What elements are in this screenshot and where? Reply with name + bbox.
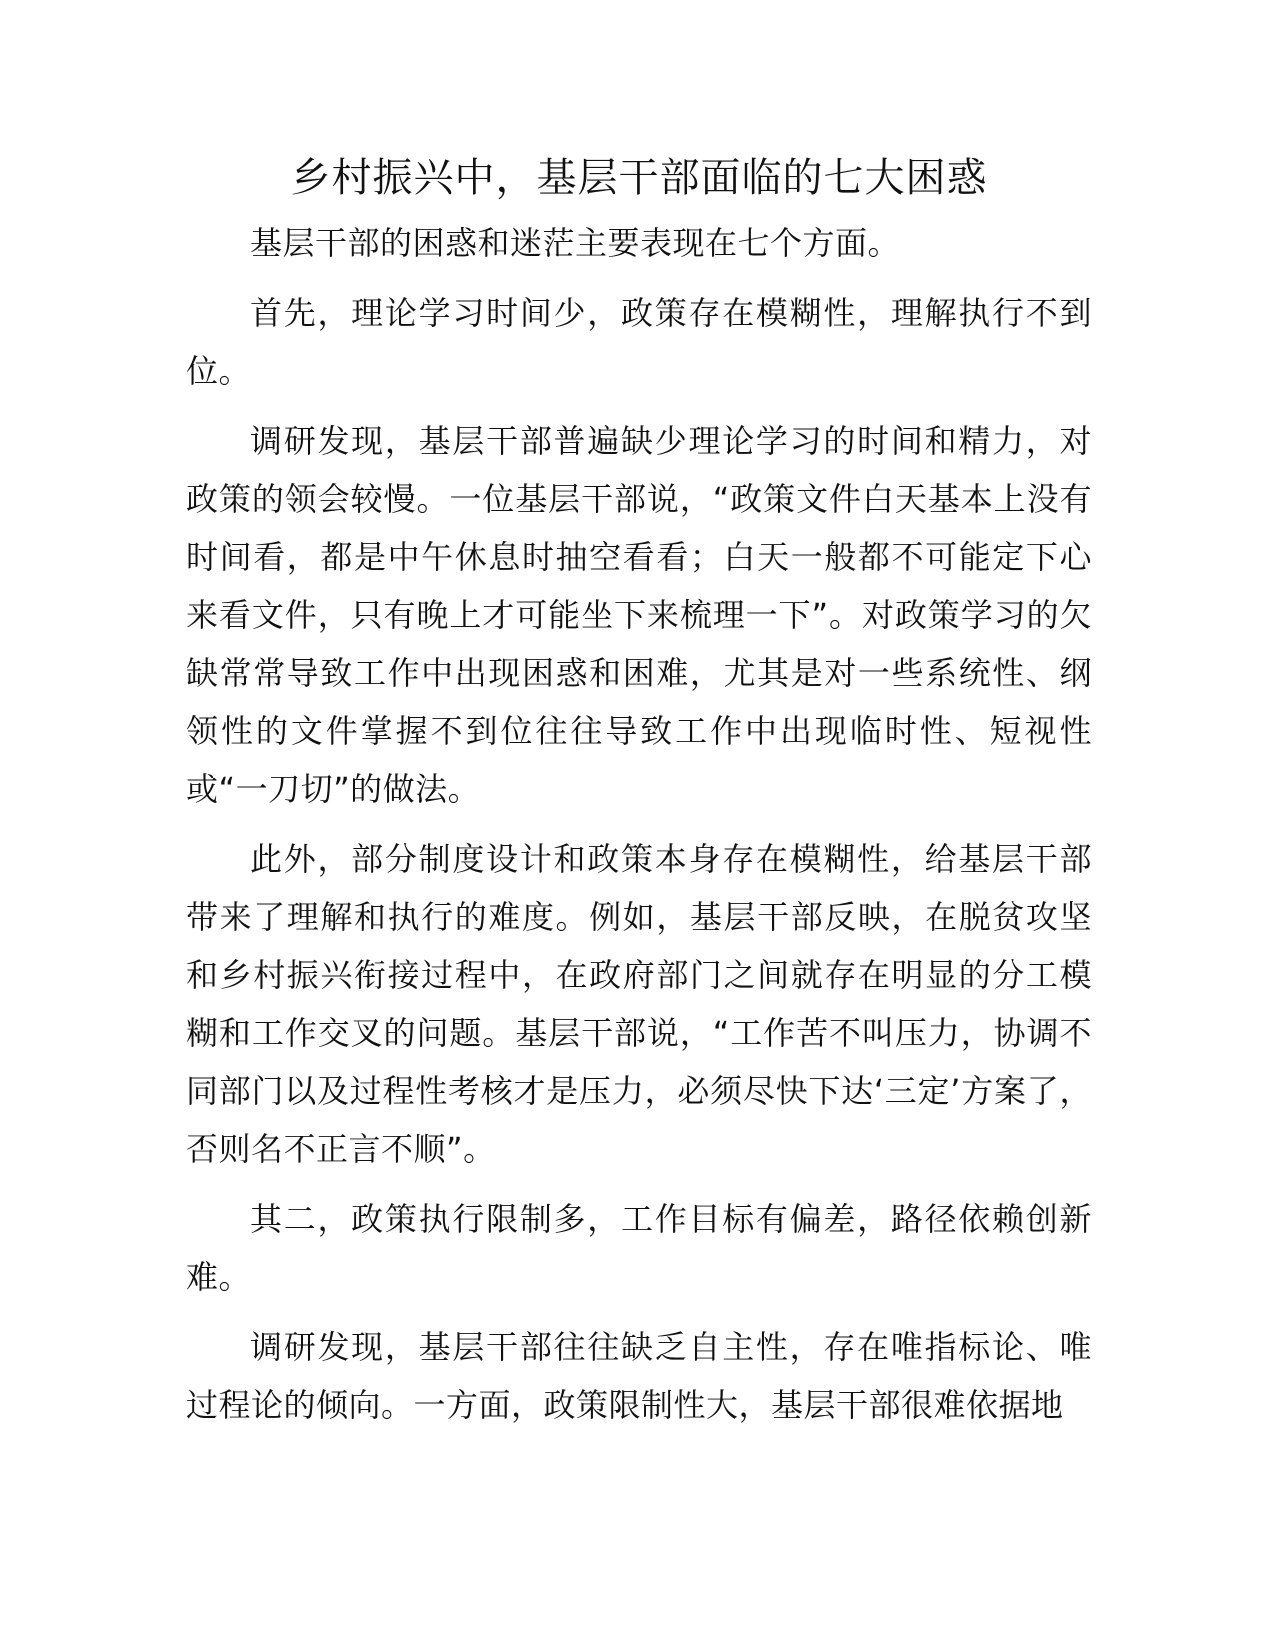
paragraph-policy-ambiguity: 此外，部分制度设计和政策本身存在模糊性，给基层干部带来了理解和执行的难度。例如，基层干部反映，在脱贫攻坚和乡村振兴衔接过程中，在政府部门之间就存在明显的分工模糊和工作交叉的问题。基层干部说，“工作苦不叫压力，协调不同部门以及过程性考核才是压力，必须尽快下达‘三定’方案了，否则名不正言不顺”。 (186, 840, 1092, 1168)
paragraph-research-findings: 调研发现，基层干部普遍缺少理论学习的时间和精力，对政策的领会较慢。一位基层干部说，“政策文件白天基本上没有时间看，都是中午休息时抽空看看；白天一般都不可能定下心来看文件，只有晚上才可能坐下来梳理一下”。对政策学习的欠缺常常导致工作中出现困惑和困难，尤其是对一些系统性、纲领性的文件掌握不到位往往导致工作中出现临时性、短视性或“一刀切”的做法。 (186, 422, 1092, 808)
paragraph-intro: 基层干部的困惑和迷茫主要表现在七个方面。 (250, 224, 901, 262)
paragraph-point-one: 首先，理论学习时间少，政策存在模糊性，理解执行不到位。 (186, 294, 1092, 390)
paragraph-autonomy: 调研发现，基层干部往往缺乏自主性，存在唯指标论、唯过程论的倾向。一方面，政策限制性大，基层干部很难依据地 (186, 1328, 1092, 1424)
paragraph-point-two: 其二，政策执行限制多，工作目标有偏差，路径依赖创新难。 (186, 1200, 1092, 1296)
document-body (186, 150, 1092, 1446)
document-title: 乡村振兴中，基层干部面临的七大困惑 (290, 155, 988, 201)
